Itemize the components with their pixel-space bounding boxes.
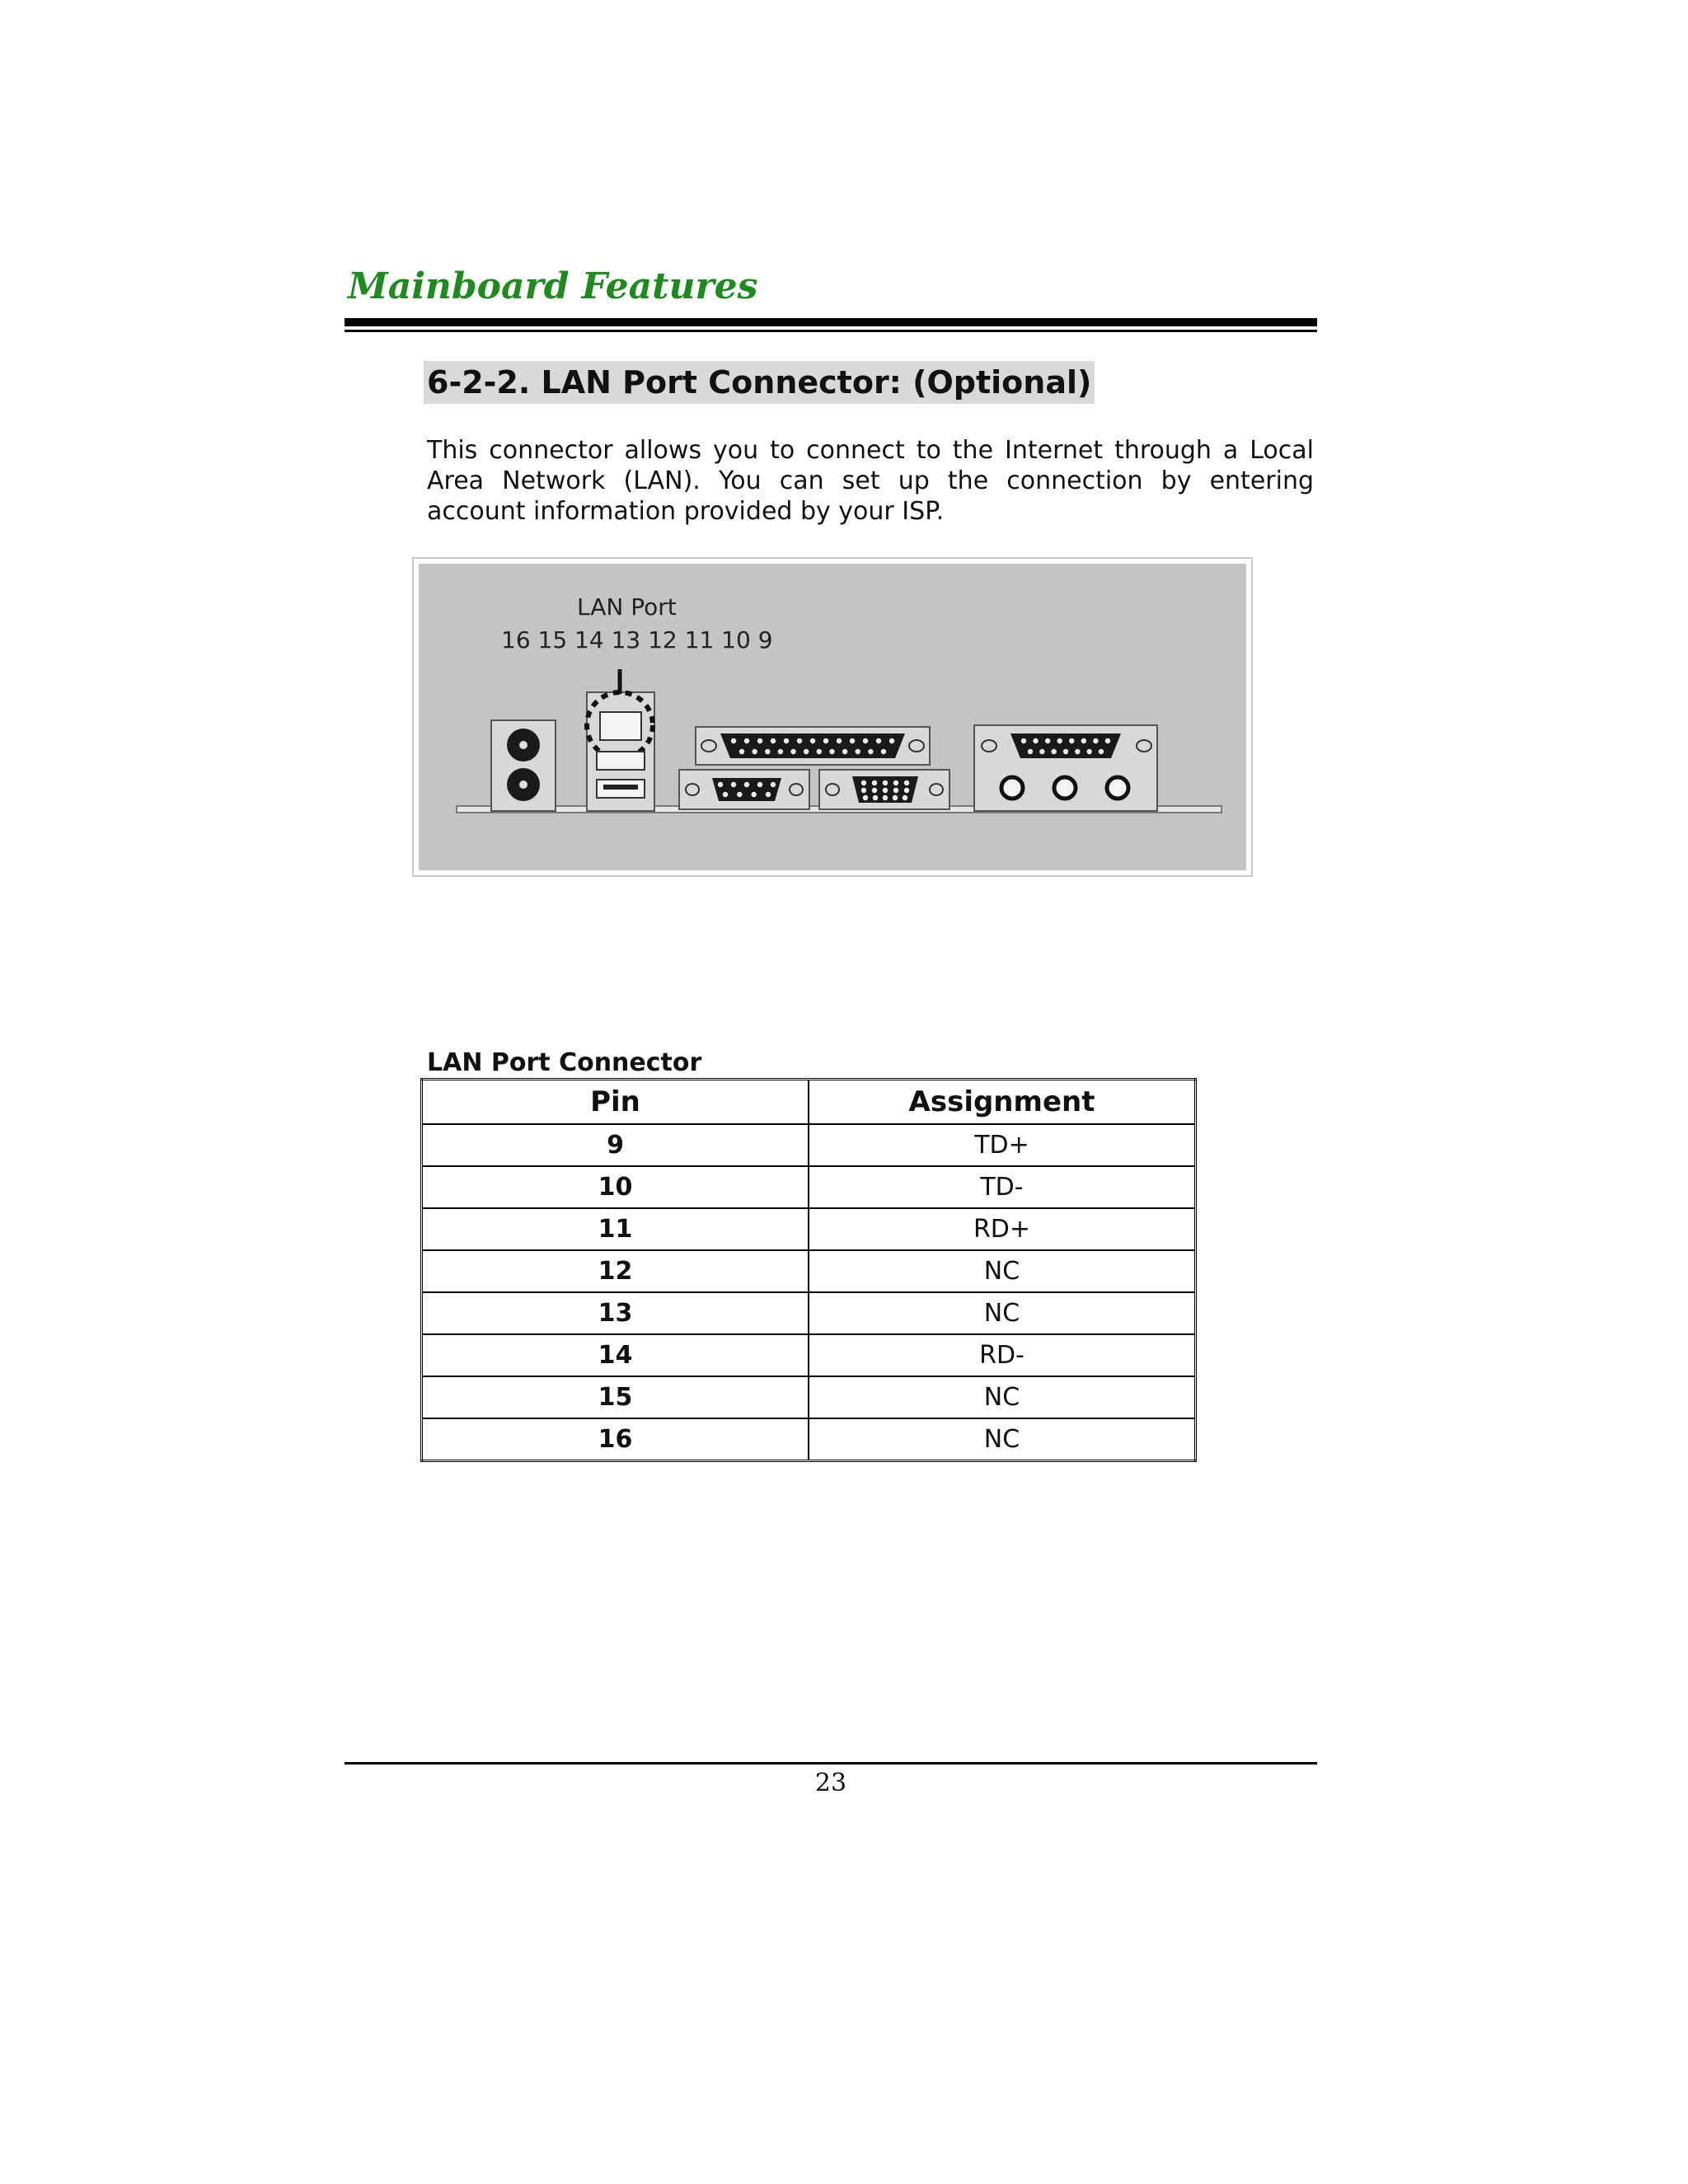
- pin-dot: [829, 749, 834, 754]
- column-header-pin: Pin: [422, 1080, 809, 1125]
- pin-cell: 11: [422, 1208, 809, 1250]
- assignment-cell: TD+: [809, 1124, 1196, 1166]
- pin-dot: [883, 795, 888, 800]
- pin-dot: [1063, 749, 1068, 754]
- column-header-assignment: Assignment: [809, 1080, 1196, 1125]
- pin-dot: [744, 738, 749, 743]
- pin-dot: [752, 749, 757, 754]
- table-row: [422, 1376, 1196, 1418]
- pin-dot: [766, 792, 771, 797]
- pin-dot: [893, 795, 898, 800]
- page-number: 23: [814, 1769, 847, 1797]
- lan-pin-table: [420, 1078, 1197, 1462]
- pin-cell: 9: [422, 1124, 809, 1166]
- pin-dot: [1039, 749, 1044, 754]
- pin-dot: [771, 738, 776, 743]
- game-port: [1010, 733, 1121, 758]
- table-caption: LAN Port Connector: [427, 1048, 702, 1077]
- pin-dot: [872, 780, 877, 785]
- pin-dot: [757, 738, 762, 743]
- pin-dot: [757, 782, 762, 787]
- table-row: [422, 1166, 1196, 1208]
- pin-dot: [842, 749, 847, 754]
- table-row: [422, 1124, 1196, 1166]
- section-title: 6-2-2. LAN Port Connector: (Optional): [424, 361, 1095, 404]
- pin-dot: [1033, 738, 1038, 743]
- usb-port-1: [597, 752, 645, 770]
- pin-cell: 14: [422, 1334, 809, 1376]
- pin-dot: [718, 782, 723, 787]
- pin-cell: 15: [422, 1376, 809, 1418]
- pin-dot: [863, 738, 868, 743]
- pin-dot: [1028, 749, 1033, 754]
- pin-cell: 16: [422, 1418, 809, 1461]
- pin-dot: [1075, 749, 1080, 754]
- footer-rule: [345, 1762, 1317, 1765]
- pin-dot: [861, 788, 866, 793]
- pin-dot: [883, 788, 888, 793]
- serial-port: [712, 778, 781, 801]
- table-row: [422, 1292, 1196, 1334]
- pin-dot: [904, 780, 909, 785]
- assignment-cell: RD+: [809, 1208, 1196, 1250]
- table-row: [422, 1418, 1196, 1461]
- lan-jack: [600, 712, 641, 740]
- table-row: [422, 1208, 1196, 1250]
- pin-dot: [784, 738, 789, 743]
- pin-dot: [883, 780, 888, 785]
- pin-dot: [868, 749, 873, 754]
- pin-dot: [765, 749, 770, 754]
- pin-dot: [751, 792, 756, 797]
- pin-dot: [744, 782, 749, 787]
- parallel-port: [720, 733, 905, 758]
- pin-dot: [723, 792, 728, 797]
- header-rule-thin: [345, 330, 1317, 332]
- pin-dot: [823, 738, 828, 743]
- pin-dot: [1045, 738, 1050, 743]
- pin-dot: [771, 782, 776, 787]
- pin-dot: [861, 780, 866, 785]
- pin-dot: [893, 780, 898, 785]
- pin-dot: [1057, 738, 1062, 743]
- pin-dot: [904, 788, 909, 793]
- pin-dot: [837, 738, 842, 743]
- pin-dot: [790, 749, 795, 754]
- header-rule-thick: [345, 318, 1317, 326]
- lan-port-label: LAN Port: [577, 593, 677, 621]
- assignment-cell: RD-: [809, 1334, 1196, 1376]
- pin-dot: [1081, 738, 1086, 743]
- page-header-title: Mainboard Features: [348, 265, 758, 307]
- intro-paragraph: This connector allows you to connect to the Internet through a Local Area Network (LAN). You can set up the connection by entering account information provided by your ISP.: [427, 436, 1314, 526]
- pin-dot: [1069, 738, 1074, 743]
- pin-cell: 13: [422, 1292, 809, 1334]
- pin-dot: [889, 738, 894, 743]
- pin-dot: [1105, 738, 1110, 743]
- pin-dot: [850, 738, 855, 743]
- pin-dot: [872, 788, 877, 793]
- assignment-cell: NC: [809, 1376, 1196, 1418]
- table-header-row: [422, 1080, 1196, 1125]
- pin-dot: [1086, 749, 1091, 754]
- pin-dot: [881, 749, 886, 754]
- pin-dot: [1051, 749, 1056, 754]
- pin-dot: [804, 749, 809, 754]
- pin-dot: [797, 738, 802, 743]
- pin-dot: [1021, 738, 1026, 743]
- pin-dot: [873, 795, 878, 800]
- pin-dot: [863, 795, 868, 800]
- table-row: [422, 1250, 1196, 1292]
- io-panel-figure: [412, 557, 1253, 877]
- pin-dot: [731, 782, 736, 787]
- audio-jack-3: [1107, 777, 1128, 799]
- pin-cell: 12: [422, 1250, 809, 1292]
- pin-dot: [817, 749, 822, 754]
- table-row: [422, 1334, 1196, 1376]
- assignment-cell: NC: [809, 1250, 1196, 1292]
- audio-jack-1: [1001, 777, 1023, 799]
- pin-dot: [731, 738, 736, 743]
- io-panel-diagram: [419, 564, 1246, 870]
- pin-dot: [810, 738, 815, 743]
- assignment-cell: NC: [809, 1418, 1196, 1461]
- assignment-cell: NC: [809, 1292, 1196, 1334]
- pin-dot: [778, 749, 783, 754]
- pin-dot: [903, 795, 907, 800]
- pin-dot: [856, 749, 860, 754]
- audio-jack-2: [1054, 777, 1076, 799]
- pin-dot: [1093, 738, 1098, 743]
- pin-dot: [1099, 749, 1104, 754]
- pin-dot: [737, 792, 742, 797]
- pin-number-row: 16 15 14 13 12 11 10 9: [501, 626, 773, 654]
- pin-dot: [876, 738, 881, 743]
- panel-background: [419, 564, 1246, 870]
- assignment-cell: TD-: [809, 1166, 1196, 1208]
- pin-cell: 10: [422, 1166, 809, 1208]
- pin-dot: [893, 788, 898, 793]
- pin-dot: [739, 749, 744, 754]
